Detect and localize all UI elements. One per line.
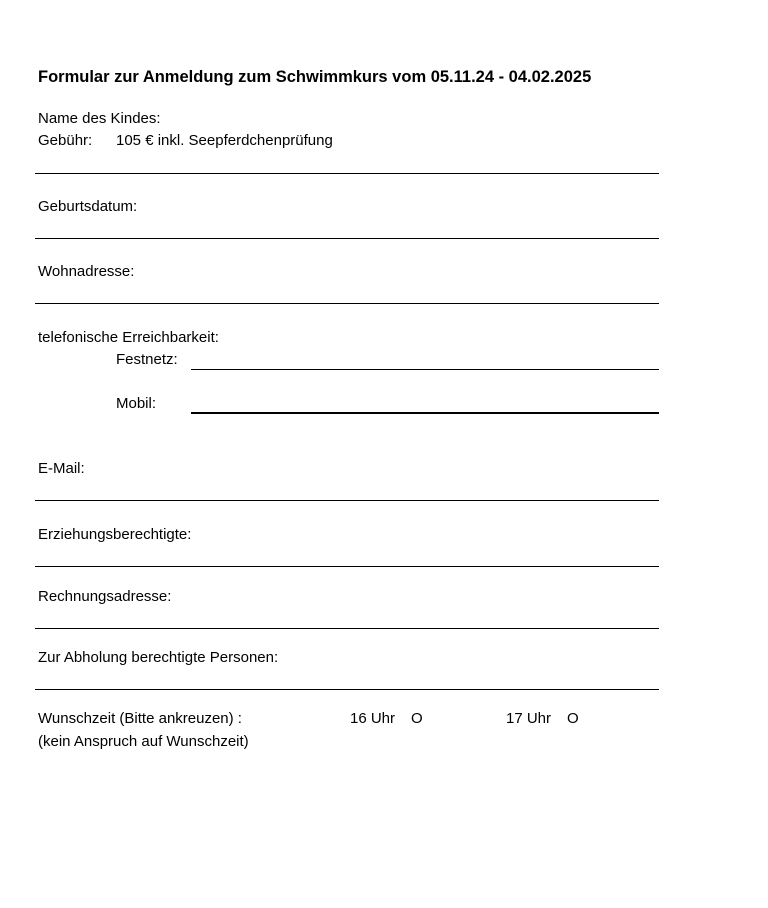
email-label: E-Mail: [38, 460, 85, 477]
phone-label: telefonische Erreichbarkeit: [38, 329, 219, 346]
child-name-line[interactable] [35, 173, 659, 174]
time-option-17-label: 17 Uhr [506, 710, 552, 727]
time-option-17-checkbox[interactable]: O [567, 710, 579, 727]
birthdate-label: Geburtsdatum: [38, 198, 138, 215]
billing-address-line[interactable] [35, 628, 659, 629]
landline-line[interactable] [191, 369, 659, 370]
guardians-label: Erziehungsberechtigte: [38, 526, 192, 543]
time-option-16-checkbox[interactable]: O [411, 710, 423, 727]
fee-label: Gebühr: [38, 132, 93, 149]
pickup-persons-line[interactable] [35, 689, 659, 690]
landline-label: Festnetz: [116, 351, 178, 368]
preferred-time-note: (kein Anspruch auf Wunschzeit) [38, 733, 249, 750]
email-line[interactable] [35, 500, 659, 501]
billing-address-label: Rechnungsadresse: [38, 588, 172, 605]
address-line[interactable] [35, 303, 659, 304]
form-title: Formular zur Anmeldung zum Schwimmkurs vom 05.11.24 - 04.02.2025 [38, 68, 592, 86]
mobile-line[interactable] [191, 412, 659, 414]
preferred-time-label: Wunschzeit (Bitte ankreuzen) : [38, 710, 242, 727]
address-label: Wohnadresse: [38, 263, 135, 280]
fee-value: 105 € inkl. Seepferdchenprüfung [116, 132, 333, 149]
time-option-16-label: 16 Uhr [350, 710, 396, 727]
pickup-persons-label: Zur Abholung berechtigte Personen: [38, 649, 279, 666]
mobile-label: Mobil: [116, 395, 157, 412]
birthdate-line[interactable] [35, 238, 659, 239]
guardians-line[interactable] [35, 566, 659, 567]
child-name-label: Name des Kindes: [38, 110, 161, 127]
